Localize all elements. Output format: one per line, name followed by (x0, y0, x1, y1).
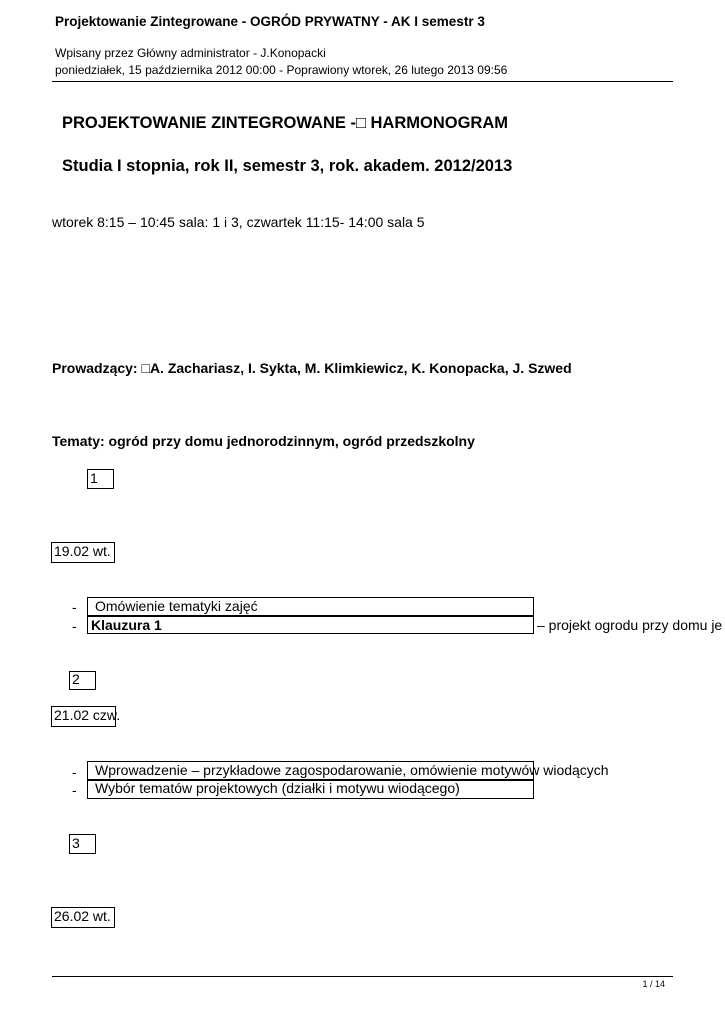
instructors-names: A. Zachariasz, I. Sykta, M. Klimkiewicz, K. Konopacka, J. Szwed (149, 360, 572, 376)
topics-line (52, 433, 475, 449)
session-2-item-1-text: Wprowadzenie – przykładowe zagospodarowanie, omówienie motywów wiodących (95, 762, 609, 778)
instructors-line (52, 360, 572, 376)
session-1-number: 1 (90, 470, 98, 486)
session-3-number: 3 (72, 835, 80, 851)
main-heading: PROJEKTOWANIE ZINTEGROWANE -□ HARMONOGRAM (62, 114, 508, 132)
session-2-item-1-dash: - (72, 764, 77, 780)
session-2-item-2-dash: - (72, 782, 77, 798)
session-1-item-2-bold-text: Klauzura 1 (91, 617, 162, 633)
page-header-title: Projektowanie Zintegrowane - OGRÓD PRYWATNY - AK I semestr 3 (55, 14, 485, 29)
session-2-item-2-text: Wybór tematów projektowych (działki i motywu wiodącego) (95, 780, 460, 796)
session-1-item-1-text: Omówienie tematyki zajęć (95, 598, 258, 614)
topics-label: Tematy: (52, 433, 105, 449)
instructors-label: Prowadzący: □ (52, 360, 150, 376)
session-1-date: 19.02 wt. (54, 543, 111, 559)
page-number: 1 / 14 (642, 979, 665, 989)
date-line: poniedziałek, 15 października 2012 00:00 - Poprawiony wtorek, 26 lutego 2013 09:56 (55, 63, 508, 77)
session-1-item-1-dash: - (72, 599, 77, 615)
session-1-item-2-dash: - (72, 618, 77, 634)
header-divider (52, 81, 673, 82)
session-2-number: 2 (72, 671, 80, 687)
session-3-date: 26.02 wt. (54, 908, 111, 924)
session-1-item-2-continuation: – projekt ogrodu przy domu je (537, 617, 723, 633)
sub-heading: Studia I stopnia, rok II, semestr 3, rok. akadem. 2012/2013 (62, 157, 513, 175)
topics-text: ogród przy domu jednorodzinnym, ogród przedszkolny (104, 433, 475, 449)
session-2-date: 21.02 czw. (54, 707, 121, 723)
footer-divider (52, 976, 673, 977)
author-line: Wpisany przez Główny administrator - J.Konopacki (55, 46, 326, 60)
schedule-text: wtorek 8:15 – 10:45 sala: 1 i 3, czwartek 11:15- 14:00 sala 5 (52, 214, 425, 230)
